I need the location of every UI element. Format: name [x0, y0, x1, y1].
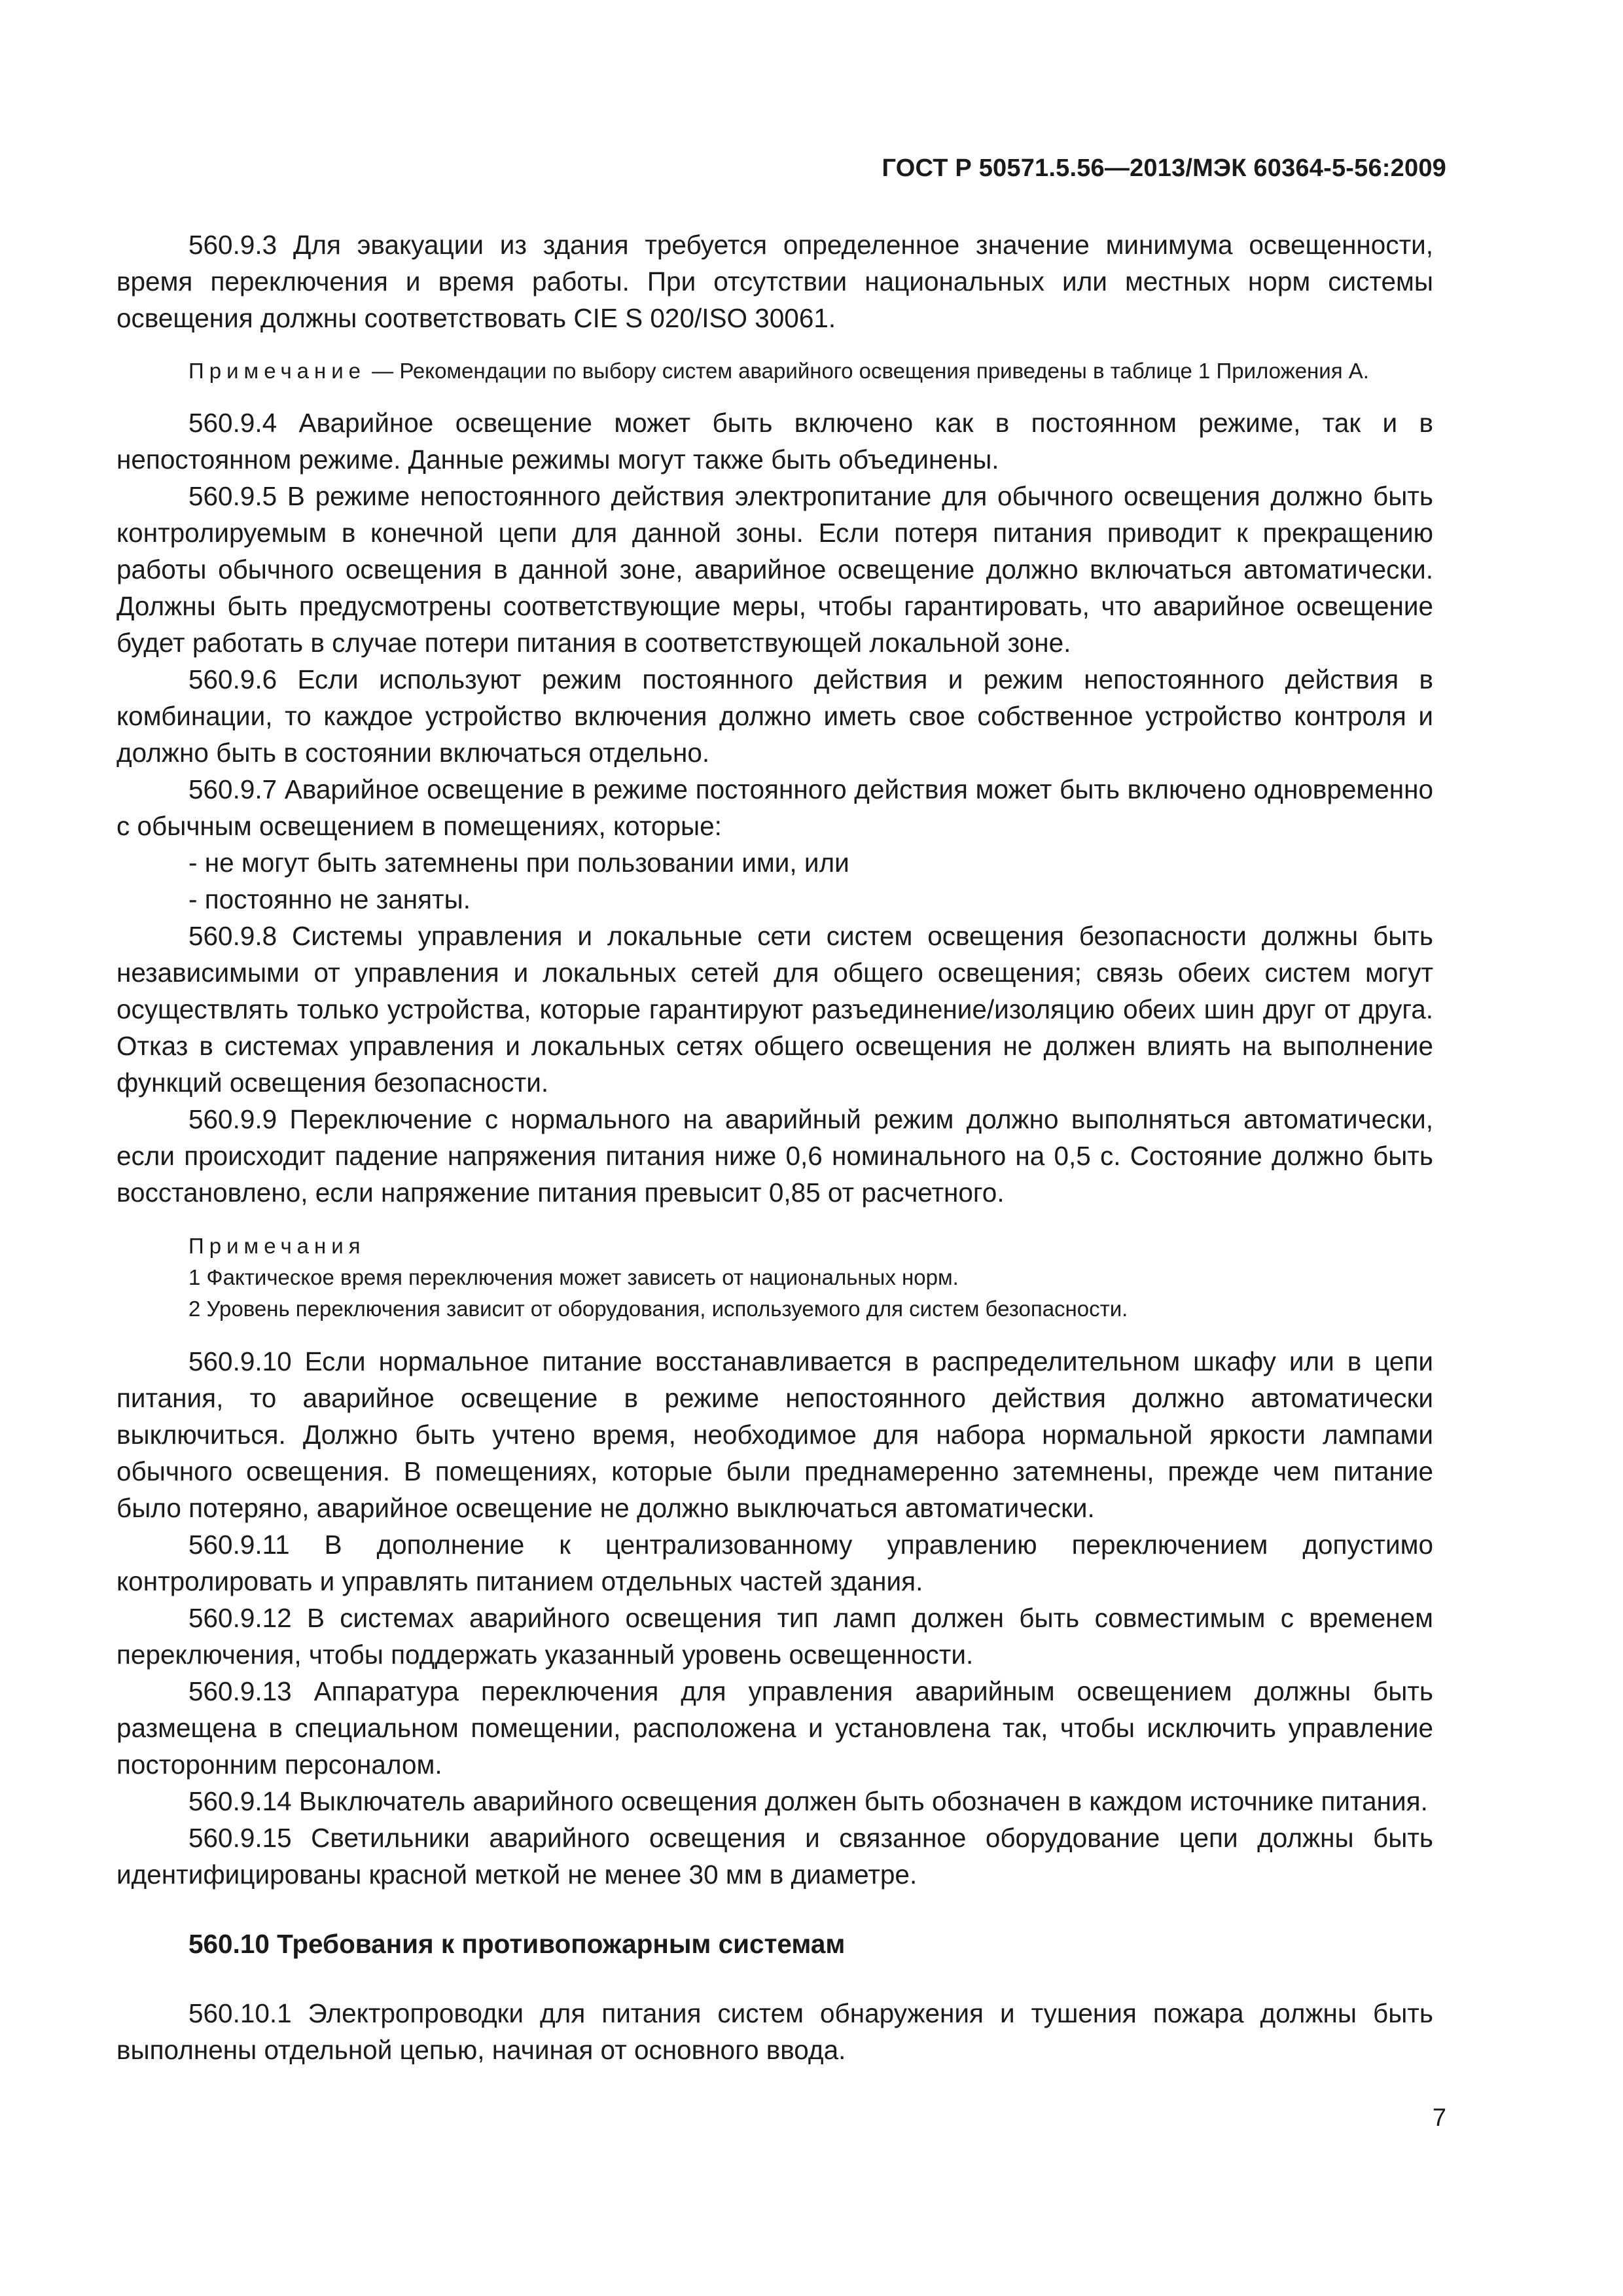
- page-number: 7: [1432, 2104, 1446, 2132]
- list-item: - постоянно не заняты.: [188, 884, 471, 914]
- paragraph-560-9-11: 560.9.11 В дополнение к централизованному управлению переключением допустимо контролировать и управлять питанием отдельных частей здания.: [116, 1530, 1433, 1596]
- document-header: ГОСТ Р 50571.5.56—2013/МЭК 60364-5-56:2009: [882, 154, 1446, 182]
- paragraph-560-9-15: 560.9.15 Светильники аварийного освещения и связанное оборудование цепи должны быть идентифицированы красной меткой не менее 30 мм в диаметре.: [116, 1823, 1433, 1890]
- note: [116, 356, 1433, 386]
- paragraph-560-9-4: 560.9.4 Аварийное освещение может быть включено как в постоянном режиме, так и в непостоянном режиме. Данные режимы могут также быть объединены.: [116, 408, 1433, 475]
- notes-label: [116, 1230, 1433, 1262]
- paragraph-560-9-12: 560.9.12 В системах аварийного освещения тип ламп должен быть совместимым с временем переключения, чтобы поддержать указанный уровень освещенности.: [116, 1603, 1433, 1670]
- note-label: Примечание: [188, 359, 366, 383]
- paragraph-560-9-10: 560.9.10 Если нормальное питание восстанавливается в распределительном шкафу или в цепи питания, то аварийное освещение в режиме непостоянного действия должно автоматически выключиться. Должно быть учтено время, необходимое для набора нормальной яркости лампами обычного освещения. В помещениях, которые были преднамеренно затемнены, прежде чем питание было потеряно, аварийное освещение не должно выключаться автоматически.: [116, 1346, 1433, 1523]
- paragraph-560-9-13: 560.9.13 Аппаратура переключения для управления аварийным освещением должны быть размещена в специальном помещении, расположена и установлена так, чтобы исключить управление посторонним персоналом.: [116, 1676, 1433, 1780]
- paragraph-560-9-6: 560.9.6 Если используют режим постоянного действия и режим непостоянного действия в комбинации, то каждое устройство включения должно иметь свое собственное устройство контроля и должно быть в состоянии включаться отдельно.: [116, 664, 1433, 768]
- paragraph-560-9-3: 560.9.3 Для эвакуации из здания требуется определенное значение минимума освещенности, время переключения и время работы. При отсутствии национальных или местных норм системы освещения должны соответствовать CIE S 020/ISO 30061.: [116, 230, 1433, 333]
- paragraph-560-9-8: 560.9.8 Системы управления и локальные сети систем освещения безопасности должны быть независимыми от управления и локальных сетей для общего освещения; связь обеих систем могут осуществлять только устройства, которые гарантируют разъединение/изоляцию обеих шин друг от друга. Отказ в системах управления и локальных сетях общего освещения не должен влиять на выполнение функций освещения безопасности.: [116, 921, 1433, 1098]
- section-heading: 560.10 Требования к противопожарным системам: [188, 1929, 846, 1959]
- list-item: - не могут быть затемнены при пользовании ими, или: [188, 848, 849, 878]
- paragraph-560-9-7: 560.9.7 Аварийное освещение в режиме постоянного действия может быть включено одновременно с обычным освещением в помещениях, которые:: [116, 774, 1433, 841]
- paragraph-560-9-14: 560.9.14 Выключатель аварийного освещения должен быть обозначен в каждом источнике питания.: [188, 1786, 1428, 1816]
- note-item: 2 Уровень переключения зависит от оборудования, используемого для систем безопасности.: [188, 1297, 1128, 1321]
- paragraph-560-9-9: 560.9.9 Переключение с нормального на аварийный режим должно выполняться автоматически, если происходит падение напряжения питания ниже 0,6 номинального на 0,5 с. Состояние должно быть восстановлено, если напряжение питания превысит 0,85 от расчетного.: [116, 1104, 1433, 1208]
- paragraph-560-9-5: 560.9.5 В режиме непостоянного действия электропитание для обычного освещения должно быть контролируемым в конечной цепи для данной зоны. Если потеря питания приводит к прекращению работы обычного освещения в данной зоне, аварийное освещение должно включаться автоматически. Должны быть предусмотрены соответствующие меры, чтобы гарантировать, что аварийное освещение будет работать в случае потери питания в соответствующей локальной зоне.: [116, 481, 1433, 658]
- note-item: 1 Фактическое время переключения может зависеть от национальных норм.: [188, 1265, 959, 1289]
- notes-label-text: Примечания: [188, 1234, 366, 1258]
- paragraph-560-10-1: 560.10.1 Электропроводки для питания систем обнаружения и тушения пожара должны быть выполнены отдельной цепью, начиная от основного ввода.: [116, 1998, 1433, 2065]
- page-content: [116, 226, 1433, 2068]
- note-text: — Рекомендации по выбору систем аварийного освещения приведены в таблице 1 Приложения А.: [366, 359, 1369, 383]
